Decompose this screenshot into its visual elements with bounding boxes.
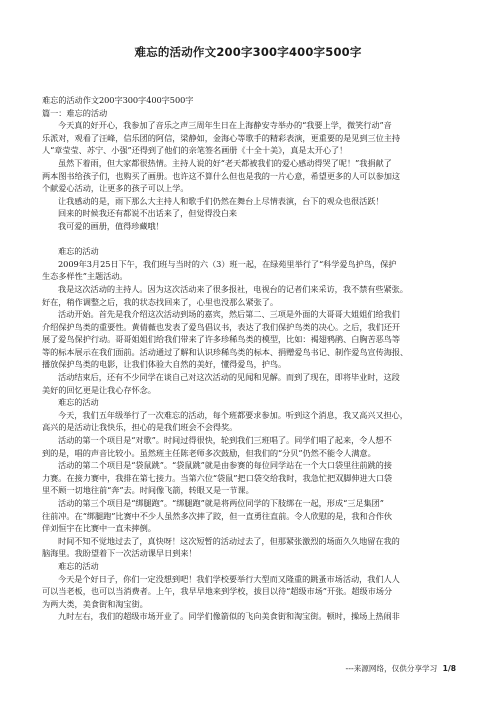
text-line: 好在，稍作调整之后，我的状态找回来了，心里也没那么紧张了。: [42, 296, 278, 307]
text-line: 人“章莹莹、苏宁、小强”还得到了他们的亲笔签名画册《十全十美》，真是太开心了！: [42, 145, 348, 156]
text-line: 美好的回忆更是让我心存怀念。: [42, 384, 156, 395]
paragraph-gap: [42, 233, 456, 246]
text-line: 可以当老板，也可以当消费者。上午，我早早地来到学校，拔目以待“超级市场”开张。超级市场分: [42, 586, 393, 597]
text-line: 生态多样性”主题活动。: [42, 271, 128, 282]
text-line: 今天真的好开心，我参加了音乐之声三周年生日在上海静安寺举办的“我要上学，微笑行动”音: [58, 120, 392, 131]
text-line: 让我感动的是，雨下那么大主持人和歌手们仍然在舞台上尽情表演，台下的观众也很活跃！: [58, 195, 384, 206]
text-line: 往前冲。在“绑腿跑”比赛中不少人虽然多次摔了跤，但一直勇往直前。令人欣慰的是，我和合作伙: [42, 510, 393, 521]
text-line: 回来的时候我还有都说不出话来了，但觉得没白来: [58, 208, 238, 219]
text-line: 伴刘恒宇在比赛中一直未摔倒。: [42, 523, 156, 534]
text-line: 两本图书给孩子们，也购买了画册。也许这不算什么但也是我的一片心意，希望更多的人可以参加这: [42, 170, 401, 181]
text-line: 难忘的活动: [58, 560, 99, 571]
text-line: 到的是，唱的声音比较小。虽然班主任陈老师多次鼓励，但我们的“分贝”仍然不能令人满意。: [42, 447, 376, 458]
text-line: 力赛。在接力赛中，我排在第七接力。当第六位“袋鼠”把口袋交给我时，我急忙把双脚伸进大口袋: [42, 472, 393, 483]
text-line: 介绍保护鸟类的重要性。黄倩薇也发表了爱鸟倡议书，表达了我们保护鸟类的决心。之后，我们还开: [42, 321, 401, 332]
text-line: 为两大类，美食街和淘宝街。: [42, 598, 148, 609]
text-line: 里不顾一切地往前“奔”去。时间像飞箭，转眼又是一节课。: [42, 485, 254, 496]
text-line: 活动结束后，还有不少同学在谈自己对这次活动的见闻和见解。而到了现在，即将毕业时，这段: [58, 372, 400, 383]
text-line: 今天是个好日子，你们一定没想到吧！我们学校要举行大型而又隆重的跳蚤市场活动，我们人人: [58, 573, 400, 584]
text-line: 虽然下着雨，但大家都很热情。主持人说的好“老天都被我们的爱心感动得哭了呢！”我捐献了: [58, 157, 392, 168]
text-line: 展了爱鸟保护行动。哥哥姐姐们给我们带来了许多珍稀鸟类的模型，比如：褐翅鸦鹃、白胸苦恶鸟等: [42, 334, 401, 345]
text-line: 播放保护鸟类的电影，让我们体验大自然的美好，懂得爱鸟，护鸟。: [42, 359, 287, 370]
text-line: 我可爱的画册，值得珍藏哦！: [58, 220, 164, 231]
text-line: 高兴的是活动让我快乐，担心的是我们班会不会得奖。: [42, 422, 238, 433]
text-line: 时间不知不觉地过去了，真快呀！这次短暂的活动过去了，但那紧张激烈的场面久久地留在我的: [58, 535, 400, 546]
text-line: 难忘的活动作文200字300字400字500字: [42, 95, 194, 105]
text-line: 活动的第一个项目是“对歌”。时间过得很快，轮到我们三班唱了。同学们唱了起来，令人想不: [58, 435, 392, 446]
text-line: 活动的第三个项目是“绑腿跑”。“绑腿跑”就是将两位同学的下肢绑在一起，形成“三足集团”: [58, 498, 384, 508]
text-line: 今天，我们五年级举行了一次难忘的活动，每个班都要求参加。听到这个消息，我又高兴又担心，: [58, 409, 408, 420]
text-line: 活动的第二个项目是“袋鼠跳”。“袋鼠跳”就是由参赛的每位同学站在一个大口袋里往前跳的接: [58, 460, 392, 471]
text-line: 难忘的活动: [58, 246, 99, 257]
text-line: 个献爱心活动，让更多的孩子可以上学。: [42, 183, 189, 194]
text-line: 脑海里。我盼望着下一次活动课早日到来！: [42, 548, 197, 559]
footer-source: ---来源网络，仅供分享学习: [345, 664, 438, 673]
text-line: 活动开始。首先是我介绍这次活动到场的嘉宾，然后第二、三项是外面的大哥哥大姐姐们给我们: [58, 309, 400, 320]
text-line: 2009年3月25日下午，我们班与当时的六（3）班一起，在绿苑里举行了“科学爱鸟护鸟，保护: [58, 258, 397, 269]
document-title: 难忘的活动作文200字300字400字500字: [134, 45, 362, 59]
page-footer: [345, 663, 456, 674]
text-line: 等的标本展示在我们面前。活动通过了解和认识珍稀鸟类的标本、捐赠爱鸟书记、制作爱鸟宣传海报、: [42, 346, 409, 357]
text-line: 乐派对，观看了汪峰，信乐团的阿信，梁静如，金海心等歌手的精彩表演，更重要的是见到三位主持: [42, 132, 401, 143]
page-number: 1/8: [442, 664, 456, 673]
text-line: 难忘的活动: [58, 397, 99, 408]
text-line: 我是这次活动的主持人。因为这次活动来了很多报社，电视台的记者们来采访，我不禁有些紧张。: [58, 283, 408, 294]
document-body: [42, 94, 456, 623]
text-line: 九时左右，我们的超级市场开业了。同学们像箭似的飞向美食街和淘宝街。顿时，操场上热闹非: [58, 611, 400, 622]
text-line: 篇一：难忘的活动: [42, 107, 108, 118]
